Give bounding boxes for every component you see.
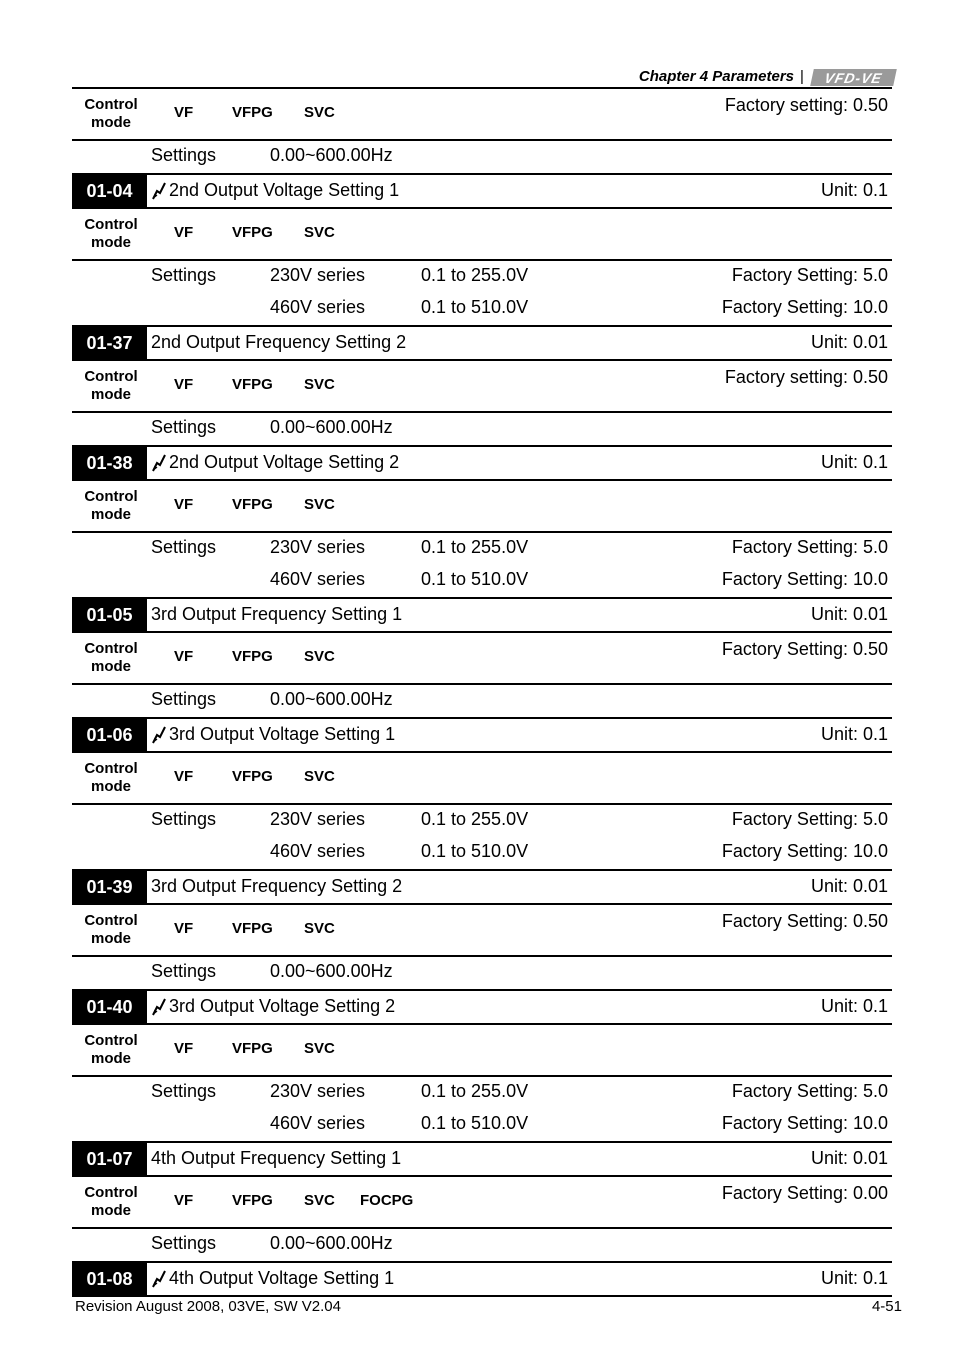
control-mode-row (72, 359, 892, 411)
control-mode-svc: SVC (304, 376, 335, 393)
settings-label: Settings (151, 145, 217, 165)
settings-factory: Factory Setting: 10.0 (721, 297, 888, 317)
settings-range: 0.1 to 255.0V (421, 809, 529, 829)
settings-value: 0.00~600.00Hz (270, 1233, 393, 1253)
parameter-code: 01-04 (72, 173, 147, 209)
control-mode-svc: SVC (304, 768, 335, 785)
parameter-title: 4th Output Voltage Setting 1 (169, 1268, 395, 1288)
settings-row (72, 259, 892, 293)
settings-range: 0.1 to 510.0V (421, 569, 529, 589)
parameter-title-wrap (151, 604, 402, 625)
control-mode-label: Control mode (84, 1184, 138, 1219)
settings-value: 460V series (270, 1113, 366, 1133)
settings-value: 0.00~600.00Hz (270, 689, 393, 709)
settings-factory: Factory Setting: 10.0 (721, 1113, 888, 1133)
control-mode-row (72, 1175, 892, 1227)
settings-factory: Factory Setting: 10.0 (721, 841, 888, 861)
factory-setting: Factory setting: 0.50 (724, 367, 888, 387)
control-mode-row (72, 207, 892, 259)
settings-row (72, 837, 892, 869)
control-mode-vfpg: VFPG (232, 920, 273, 937)
settings-row (72, 139, 892, 173)
control-mode-label: Control mode (84, 912, 138, 947)
control-mode-vfpg: VFPG (232, 376, 273, 393)
settings-value: 0.00~600.00Hz (270, 961, 393, 981)
control-mode-vf: VF (174, 1192, 194, 1209)
settings-row (72, 531, 892, 565)
parameter-code: 01-40 (72, 989, 147, 1025)
control-mode-svc: SVC (304, 496, 335, 513)
control-mode-label: Control mode (84, 760, 138, 795)
control-mode-label: Control mode (84, 640, 138, 675)
factory-setting: Factory Setting: 0.50 (721, 911, 888, 931)
parameter-title: 3rd Output Frequency Setting 1 (151, 604, 403, 624)
parameter-code: 01-06 (72, 717, 147, 753)
settings-label: Settings (151, 1081, 217, 1101)
control-mode-label: Control mode (84, 216, 138, 251)
control-mode-list (174, 104, 360, 121)
control-mode-svc: SVC (304, 648, 335, 665)
settings-label: Settings (151, 689, 217, 709)
control-mode-svc: SVC (304, 920, 335, 937)
header-separator: | (800, 68, 804, 85)
factory-setting: Factory Setting: 0.50 (721, 639, 888, 659)
parameter-unit: Unit: 0.01 (810, 1148, 888, 1168)
control-mode-svc: SVC (304, 1192, 335, 1209)
settings-row (72, 293, 892, 325)
control-mode-list (174, 1040, 360, 1057)
parameter-title-wrap (151, 996, 395, 1017)
parameter-header (72, 445, 892, 479)
edit-while-running-icon (151, 1270, 167, 1288)
settings-row (72, 683, 892, 717)
settings-value: 460V series (270, 841, 366, 861)
settings-row (72, 1075, 892, 1109)
settings-row (72, 1227, 892, 1261)
parameter-header (72, 1141, 892, 1175)
control-mode-vf: VF (174, 496, 194, 513)
parameter-title: 2nd Output Voltage Setting 2 (169, 452, 400, 472)
parameter-unit: Unit: 0.1 (820, 452, 888, 472)
chapter-title: Chapter 4 Parameters (638, 68, 794, 85)
control-mode-label: Control mode (84, 488, 138, 523)
control-mode-list (174, 648, 360, 665)
settings-label: Settings (151, 265, 217, 285)
parameter-title-wrap (151, 452, 399, 473)
control-mode-label: Control mode (84, 96, 138, 131)
edit-while-running-icon (151, 182, 167, 200)
parameter-header (72, 325, 892, 359)
control-mode-list (174, 224, 360, 241)
control-mode-label: Control mode (84, 1032, 138, 1067)
settings-range: 0.1 to 255.0V (421, 265, 529, 285)
page-number: 4-51 (871, 1298, 902, 1315)
parameter-title-wrap (151, 180, 399, 201)
parameter-unit: Unit: 0.01 (810, 604, 888, 624)
control-mode-label: Control mode (84, 368, 138, 403)
parameter-code: 01-07 (72, 1141, 147, 1177)
control-mode-vfpg: VFPG (232, 224, 273, 241)
parameter-unit: Unit: 0.01 (810, 332, 888, 352)
parameter-title-wrap (151, 1148, 401, 1169)
settings-row (72, 565, 892, 597)
settings-value: 230V series (270, 265, 366, 285)
control-mode-row (72, 751, 892, 803)
settings-row (72, 1109, 892, 1141)
parameter-title: 3rd Output Voltage Setting 1 (169, 724, 396, 744)
control-mode-vf: VF (174, 920, 194, 937)
parameter-title: 2nd Output Frequency Setting 2 (151, 332, 407, 352)
settings-factory: Factory Setting: 5.0 (731, 809, 888, 829)
settings-label: Settings (151, 417, 217, 437)
parameter-unit: Unit: 0.1 (820, 996, 888, 1016)
parameter-header (72, 869, 892, 903)
control-mode-focpg: FOCPG (360, 1192, 414, 1209)
settings-value: 0.00~600.00Hz (270, 417, 393, 437)
parameter-title-wrap (151, 876, 402, 897)
parameter-title: 2nd Output Voltage Setting 1 (169, 180, 400, 200)
control-mode-vf: VF (174, 1040, 194, 1057)
parameter-unit: Unit: 0.1 (820, 724, 888, 744)
control-mode-vf: VF (174, 104, 194, 121)
control-mode-svc: SVC (304, 104, 335, 121)
factory-setting: Factory setting: 0.50 (724, 95, 888, 115)
settings-range: 0.1 to 255.0V (421, 537, 529, 557)
parameter-code: 01-39 (72, 869, 147, 905)
settings-factory: Factory Setting: 5.0 (731, 1081, 888, 1101)
control-mode-vf: VF (174, 768, 194, 785)
settings-range: 0.1 to 510.0V (421, 841, 529, 861)
control-mode-svc: SVC (304, 224, 335, 241)
settings-value: 460V series (270, 297, 366, 317)
settings-value: 230V series (270, 537, 366, 557)
control-mode-vf: VF (174, 376, 194, 393)
product-logo: VFD-VE (810, 69, 897, 86)
control-mode-vfpg: VFPG (232, 104, 273, 121)
revision-text: Revision August 2008, 03VE, SW V2.04 (75, 1298, 341, 1315)
edit-while-running-icon (151, 454, 167, 472)
parameter-title: 4th Output Frequency Setting 1 (151, 1148, 402, 1168)
control-mode-vfpg: VFPG (232, 648, 273, 665)
parameter-header (72, 1261, 892, 1295)
settings-range: 0.1 to 510.0V (421, 297, 529, 317)
settings-range: 0.1 to 255.0V (421, 1081, 529, 1101)
control-mode-row (72, 479, 892, 531)
settings-value: 0.00~600.00Hz (270, 145, 393, 165)
settings-factory: Factory Setting: 10.0 (721, 569, 888, 589)
control-mode-vfpg: VFPG (232, 768, 273, 785)
factory-setting: Factory Setting: 0.00 (721, 1183, 888, 1203)
control-mode-list (174, 768, 360, 785)
parameter-header (72, 173, 892, 207)
settings-factory: Factory Setting: 5.0 (731, 265, 888, 285)
control-mode-list (174, 920, 360, 937)
settings-row (72, 803, 892, 837)
control-mode-row (72, 903, 892, 955)
control-mode-vf: VF (174, 648, 194, 665)
parameter-title: 3rd Output Frequency Setting 2 (151, 876, 403, 896)
parameter-table (72, 87, 892, 1295)
parameter-title-wrap (151, 1268, 394, 1289)
control-mode-svc: SVC (304, 1040, 335, 1057)
control-mode-list (174, 496, 360, 513)
settings-range: 0.1 to 510.0V (421, 1113, 529, 1133)
settings-value: 460V series (270, 569, 366, 589)
settings-label: Settings (151, 1233, 217, 1253)
control-mode-vfpg: VFPG (232, 496, 273, 513)
settings-label: Settings (151, 961, 217, 981)
settings-label: Settings (151, 537, 217, 557)
edit-while-running-icon (151, 998, 167, 1016)
control-mode-row (72, 631, 892, 683)
parameter-code: 01-37 (72, 325, 147, 361)
control-mode-row (72, 1023, 892, 1075)
settings-factory: Factory Setting: 5.0 (731, 537, 888, 557)
parameter-title-wrap (151, 332, 406, 353)
parameter-code: 01-08 (72, 1261, 147, 1297)
control-mode-list (174, 376, 360, 393)
parameter-unit: Unit: 0.01 (810, 876, 888, 896)
parameter-code: 01-38 (72, 445, 147, 481)
parameter-header (72, 717, 892, 751)
control-mode-row (72, 87, 892, 139)
settings-label: Settings (151, 809, 217, 829)
parameter-code: 01-05 (72, 597, 147, 633)
settings-value: 230V series (270, 809, 366, 829)
parameter-header (72, 989, 892, 1023)
settings-row (72, 411, 892, 445)
parameter-title: 3rd Output Voltage Setting 2 (169, 996, 396, 1016)
control-mode-vf: VF (174, 224, 194, 241)
settings-row (72, 955, 892, 989)
parameter-unit: Unit: 0.1 (820, 1268, 888, 1288)
parameter-header (72, 597, 892, 631)
control-mode-vfpg: VFPG (232, 1040, 273, 1057)
control-mode-list (174, 1192, 430, 1209)
edit-while-running-icon (151, 726, 167, 744)
parameter-unit: Unit: 0.1 (820, 180, 888, 200)
parameter-title-wrap (151, 724, 395, 745)
control-mode-vfpg: VFPG (232, 1192, 273, 1209)
settings-value: 230V series (270, 1081, 366, 1101)
